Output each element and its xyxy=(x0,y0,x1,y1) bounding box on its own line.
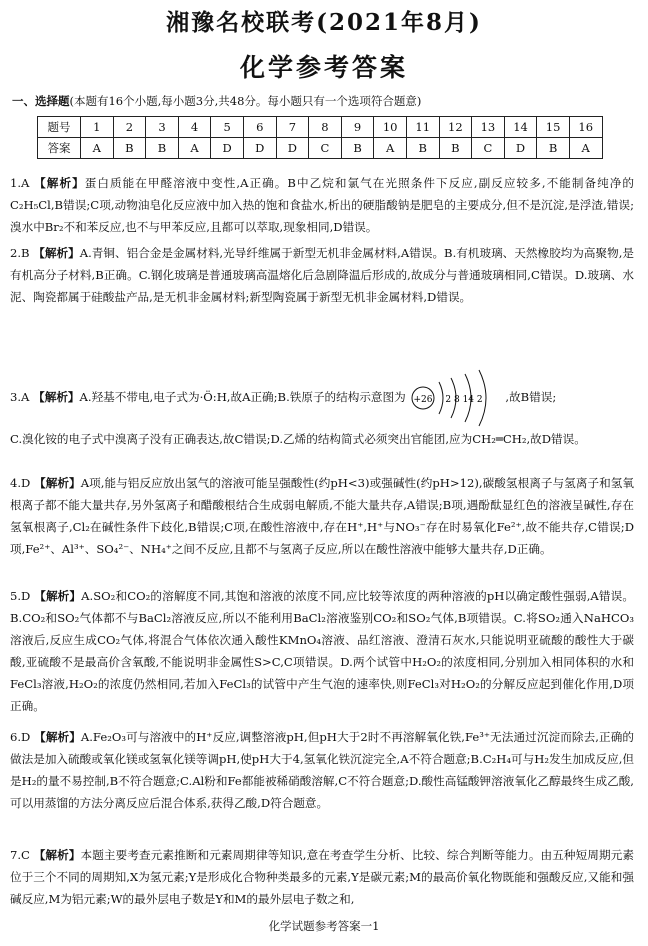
page-footer: 化学试题参考答案一1 xyxy=(268,919,380,933)
question-number: 9 xyxy=(341,117,374,138)
answer-cell: B xyxy=(406,138,439,159)
answer-cell: A xyxy=(81,138,114,159)
section-note: (本题有16个小题,每小题3分,共48分。每小题只有一个选项符合题意) xyxy=(69,94,422,108)
answer-cell: D xyxy=(276,138,309,159)
explanation-q5 xyxy=(10,585,634,717)
answer-cell: C xyxy=(309,138,342,159)
question-number: 1 xyxy=(81,117,114,138)
number-row xyxy=(38,117,603,138)
explanation-text: A.羟基不带电,电子式为·Ö:H,故A正确;B.铁原子的结构示意图为 xyxy=(79,390,406,404)
question-number: 6 xyxy=(243,117,276,138)
question-number: 7 xyxy=(276,117,309,138)
question-number: 8 xyxy=(309,117,342,138)
answer-cell: B xyxy=(341,138,374,159)
section-heading xyxy=(12,93,421,109)
answer-cell: D xyxy=(211,138,244,159)
analysis-tag: 【解析】 xyxy=(33,848,81,862)
answer-title: 化学参考答案 xyxy=(239,53,408,82)
question-id: 1.A xyxy=(10,176,30,190)
answer-cell: A xyxy=(374,138,407,159)
answer-cell: D xyxy=(243,138,276,159)
answer-table xyxy=(37,116,603,159)
nucleus-charge: +26 xyxy=(413,395,433,405)
explanation-q4 xyxy=(10,472,634,560)
question-number: 11 xyxy=(406,117,439,138)
question-number: 13 xyxy=(472,117,505,138)
section-label: 一、选择题 xyxy=(12,94,70,108)
answer-cell: C xyxy=(472,138,505,159)
question-number: 14 xyxy=(504,117,537,138)
analysis-tag: 【解析】 xyxy=(34,730,81,744)
answer-cell: A xyxy=(178,138,211,159)
question-id: 4.D xyxy=(10,476,31,490)
question-id: 7.C xyxy=(10,848,30,862)
exam-title: 湘豫名校联考(2021年8月) xyxy=(166,9,482,36)
explanation-text: 蛋白质能在甲醛溶液中变性,A正确。B中乙烷和氯气在光照条件下反应,副反应较多,不能制备纯净的C₂H₅Cl,B错误;C项,动物油皂化反应液中加入热的饱和食盐水,析出的硬脂酸钠是肥皂的主要成分,但不是沉淀,是浮渣,错误;溴水中Br₂不和苯反应,也不与甲苯反应,且都可以萃取,现象相同,D错误。 xyxy=(10,176,634,234)
question-number: 10 xyxy=(374,117,407,138)
explanation-q7 xyxy=(10,844,634,910)
question-number: 15 xyxy=(537,117,570,138)
explanation-text: ,故B错误; xyxy=(505,390,557,404)
question-number: 4 xyxy=(178,117,211,138)
explanation-text: A.SO₂和CO₂的溶解度不同,其饱和溶液的浓度不同,应比较等浓度的两种溶液的pH以确定酸性强弱,A错误。B.CO₂和SO₂气体都不与BaCl₂溶液反应,所以不能利用BaCl₂溶液鉴别CO₂和SO₂气体,B项错误。C.将SO₂通入NaHCO₃溶液后,反应生成CO₂气体,将混合气体依次通入酸性KMnO₄溶液、品红溶液、澄清石灰水,只能说明亚硫酸的酸性大于碳酸,亚硫酸不是最高价含氧酸,不能说明非金属性S>C,C项错误。D.两个试管中H₂O₂的浓度相同,分别加入相同体积的水和FeCl₃溶液,H₂O₂的浓度仍然相同,若加入FeCl₃的试管中产生气泡的速率快,则FeCl₃对H₂O₂的分解反应起到催化作用,D项正确。 xyxy=(10,589,634,713)
explanation-text: C.溴化铵的电子式中溴离子没有正确表达,故C错误;D.乙烯的结构简式必须突出官能团,应为CH₂═CH₂,故D错误。 xyxy=(10,432,586,446)
explanation-text: 本题主要考查元素推断和元素周期律等知识,意在考查学生分析、比较、综合判断等能力。由五种短周期元素位于三个不同的周期知,X为氢元素;Y是形成化合物种类最多的元素,Y是碳元素;M的最高价氧化物既能和强酸反应,又能和强碱反应,M为铝元素;W的最外层电子数是Y和M的最外层电子数之和, xyxy=(10,848,634,906)
explanation-text: A.青铜、铝合金是金属材料,光导纤维属于新型无机非金属材料,A错误。B.有机玻璃、天然橡胶均为高聚物,是有机高分子材料,B正确。C.钢化玻璃是普通玻璃高温熔化后急剧降温后形成的,故成分与普通玻璃相同,C错误。D.玻璃、水泥、陶瓷都属于硅酸盐产品,是无机非金属材料;新型陶瓷属于新型无机非金属材料,D错误。 xyxy=(10,246,634,304)
analysis-tag: 【解析】 xyxy=(33,246,80,260)
shell-electrons: 2 8 14 2 xyxy=(445,395,483,405)
answer-row xyxy=(38,138,603,159)
answer-cell: D xyxy=(504,138,537,159)
question-number: 16 xyxy=(569,117,602,138)
analysis-tag: 【解析】 xyxy=(34,589,82,603)
question-id: 5.D xyxy=(10,589,31,603)
answer-cell: B xyxy=(146,138,179,159)
question-number: 5 xyxy=(211,117,244,138)
explanation-text: A项,能与铝反应放出氢气的溶液可能呈强酸性(约pH<3)或强碱性(约pH>12),碳酸氢根离子与氢离子和氢氧根离子都不能大量共存,另外氢离子和醋酸根结合生成弱电解质,不能大量共存,A错误;B项,遇酚酞显红色的溶液呈碱性,存在氢氧根离子,Cl₂在碱性条件下歧化,B错误;C项,在酸性溶液中,存在H⁺,H⁺与NO₃⁻存在时易氧化Fe²⁺,故不能共存,C错误;D项,Fe²⁺、Al³⁺、SO₄²⁻、NH₄⁺之间不反应,且都不与氢离子反应,所以在酸性溶液中能够大量共存,D正确。 xyxy=(10,476,634,556)
iron-atom-diagram-icon xyxy=(409,368,505,428)
explanation-q6 xyxy=(10,726,634,814)
explanation-text: A.Fe₂O₃可与溶液中的H⁺反应,调整溶液pH,但pH大于2时不再溶解氧化铁,Fe³⁺无法通过沉淀而除去,正确的做法是加入硫酸或氧化镁或氢氧化镁等调pH,使pH大于4,氢氧化铁沉淀完全,A不符合题意;B.C₂H₄可与H₂发生加成反应,但是H₂的量不易控制,B不符合题意;C.Al粉和Fe都能被稀硝酸溶解,C不符合题意;D.酸性高锰酸钾溶液氧化乙醇最终生成乙酸,可以用蒸馏的方法分离反应后混合体系,获得乙酸,D符合题意。 xyxy=(10,730,634,810)
question-id: 2.B xyxy=(10,246,30,260)
question-number: 12 xyxy=(439,117,472,138)
row-label: 题号 xyxy=(38,117,81,138)
answer-cell: B xyxy=(537,138,570,159)
analysis-tag: 【解析】 xyxy=(34,176,85,190)
question-number: 2 xyxy=(113,117,146,138)
answer-cell: B xyxy=(113,138,146,159)
explanation-q1 xyxy=(10,172,634,238)
question-number: 3 xyxy=(146,117,179,138)
explanation-q3-cont xyxy=(10,428,634,450)
row-label: 答案 xyxy=(38,138,81,159)
answer-cell: A xyxy=(569,138,602,159)
question-id: 3.A xyxy=(10,390,30,404)
question-id: 6.D xyxy=(10,730,31,744)
explanation-q2 xyxy=(10,242,634,308)
analysis-tag: 【解析】 xyxy=(34,476,81,490)
explanation-q3 xyxy=(10,368,634,428)
answer-cell: B xyxy=(439,138,472,159)
analysis-tag: 【解析】 xyxy=(33,390,80,404)
